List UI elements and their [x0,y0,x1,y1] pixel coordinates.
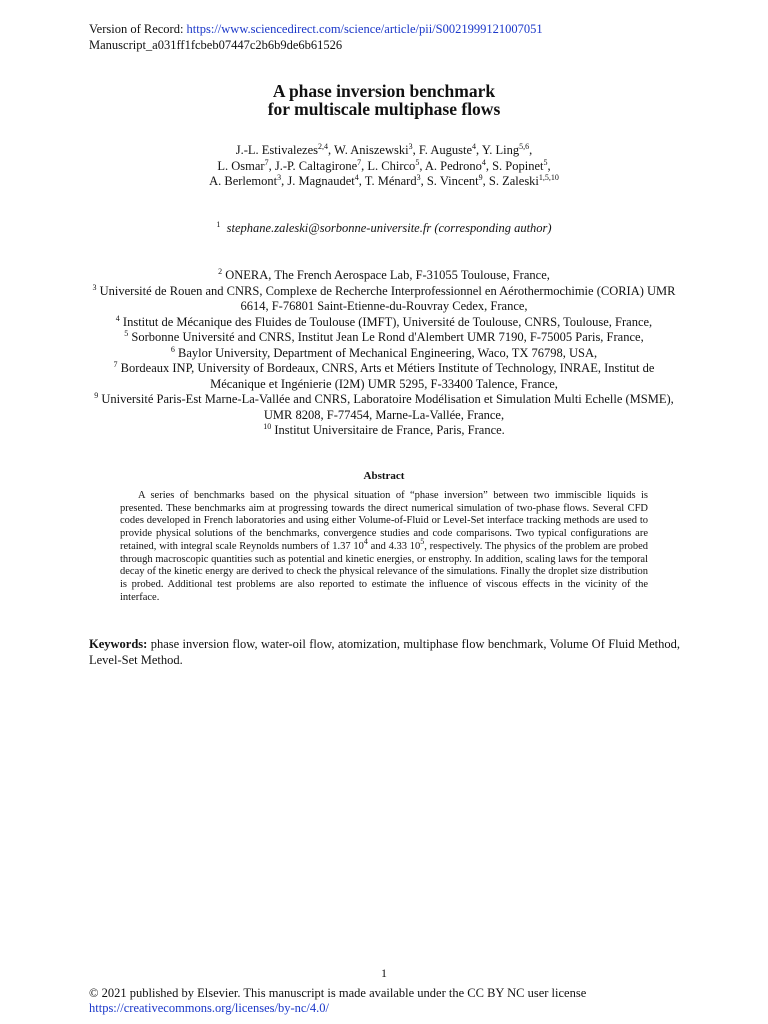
author-affiliation-sup: 7 [357,157,362,167]
keywords-text: phase inversion flow, water-oil flow, atomization, multiphase flow benchmark, Volume Of Fluid Method, Level-Set Method. [89,637,680,667]
keywords [89,636,680,668]
author-affiliation-sup: 7 [264,157,269,167]
license-link[interactable]: https://creativecommons.org/licenses/by-nc/4.0/ [89,1001,329,1015]
affiliation-text: Institut de Mécanique des Fluides de Toulouse (IMFT), Université de Toulouse, CNRS, Toulouse, France, [122,314,653,329]
abstract-exponent: 4 [363,536,368,546]
title-line-2: for multiscale multiphase flows [267,99,501,119]
corresponding-author [0,221,768,237]
affiliation-sup: 9 [94,391,99,400]
author-affiliation-sup: 3 [277,173,282,182]
page-number: 1 [381,966,387,980]
author-separator: , [281,174,288,188]
author-name: F. Auguste [418,143,473,157]
author-name: S. Popinet [492,158,544,173]
version-of-record-line [89,21,543,37]
affiliation-sup: 3 [92,282,97,292]
abstract-body [120,490,648,604]
author-line-1 [0,143,768,159]
author-name: A. Pedrono [424,158,482,173]
corresponding-email: stephane.zaleski@sorbonne-universite.fr [226,221,432,235]
author-line-3 [0,174,768,190]
affiliation-item [88,361,680,392]
author-separator: , [412,143,419,157]
header [89,21,543,53]
paper-title [0,82,768,118]
author-separator: , [419,158,425,173]
author-name: J. Magnaudet [287,174,355,188]
author-name: L. Chirco [367,158,416,173]
author-name: A. Berlemont [209,174,278,188]
affiliation-item [88,392,680,423]
author-separator: , [328,143,335,157]
author-name: J.-P. Caltagirone [274,158,358,173]
corresponding-sup: 1 [216,220,221,229]
author-affiliation-sup: 5 [415,157,420,167]
abstract-text: and 4.33 10 [367,540,421,552]
author-affiliation-sup: 4 [354,173,359,182]
affiliation-text: Université de Rouen and CNRS, Complexe de Recherche Interprofessionnel en Aérothermochimie (CORIA) UMR 6614, F-76801 Saint-Etienne-du-Rouvray Cedex, France, [99,283,676,313]
affiliation-sup: 4 [115,313,120,323]
abstract-exponent: 5 [420,536,425,546]
affiliation-text: Sorbonne Université and CNRS, Institut Jean Le Rond d'Alembert UMR 7190, F-75005 Paris, France, [131,330,644,344]
affiliation-sup: 10 [263,422,272,431]
affiliation-text: Université Paris-Est Marne-La-Vallée and CNRS, Laboratoire Modélisation et Simulation Multi Echelle (MSME), UMR 8208, F-77454, Marne-La-Vallée, France, [101,392,674,422]
keywords-label: Keywords: [89,637,148,651]
author-affiliation-sup: 9 [478,173,483,182]
author-affiliation-sup: 1,5,10 [538,173,559,182]
affiliation-text: Bordeaux INP, University of Bordeaux, CNRS, Arts et Métiers Institute of Technology, INRAE, Institut de Mécanique et Ingénierie (I2M) UMR 5295, F-33400 Talence, France, [120,361,655,391]
affiliation-text: ONERA, The French Aerospace Lab, F-31055 Toulouse, France, [225,268,550,282]
affiliation-item [88,268,680,284]
affiliation-list [88,268,680,439]
affiliation-sup: 7 [113,360,118,369]
affiliation-item [88,346,680,362]
author-separator: , [420,174,427,188]
version-prefix: Version of Record: [89,22,187,36]
affiliation-sup: 2 [218,267,223,276]
author-separator: , [482,174,489,188]
author-separator: , [361,158,368,173]
version-of-record-link[interactable]: https://www.sciencedirect.com/science/article/pii/S0021999121007051 [186,22,543,36]
author-separator: , [547,158,551,173]
author-affiliation-sup: 4 [481,157,486,167]
corresponding-note: (corresponding author) [434,221,552,235]
author-separator: , [529,143,533,157]
affiliation-item [88,423,680,439]
affiliation-item [88,315,680,331]
abstract-text: , respectively. The physics of the problem are probed through macroscopic quantities such as potential and kinetic energies, or enstrophy. In addition, scaling laws for the temporal decay of the kinetic energy are derived to check the physical relevance of the simulations. Finally the droplet size distribution is probed. Additional test problems are also reported to estimate the influence of viscous effects in the vicinity of the interface. [120,540,648,603]
affiliation-item [88,284,680,315]
author-name: S. Vincent [426,174,479,188]
author-separator: , [358,174,365,188]
author-affiliation-sup: 4 [472,142,477,151]
author-name: S. Zaleski [488,174,539,188]
author-affiliation-sup: 5,6 [519,142,530,151]
affiliation-item [88,330,680,346]
abstract-text: A series of benchmarks based on the physical situation of “phase inversion” between two immiscible liquids is presented. These benchmarks aim at progressing towards the direct numerical simulation of two-phase flows. Several CFD codes developed in French laboratories and using either Volume-of-Fluid or Level-Set interface tracking methods are used to provide physical solutions of the benchmarks, convergence studies and code comparisons. Two typical configurations are retained, with integral scale Reynolds numbers of 1.37 10 [120,490,648,552]
title-line-1: A phase inversion benchmark [272,81,496,101]
author-name: J.-L. Estivalezes [235,143,319,157]
author-name: T. Ménard [364,174,417,188]
author-line-2 [0,159,768,175]
author-name: L. Osmar [217,158,265,173]
footer [89,986,586,1016]
license-text: © 2021 published by Elsevier. This manuscript is made available under the CC BY NC user license [89,986,587,1000]
affiliation-sup: 6 [170,344,175,354]
author-list [0,143,768,190]
affiliation-text: Baylor University, Department of Mechanical Engineering, Waco, TX 76798, USA, [177,345,598,360]
abstract-heading: Abstract [363,470,405,482]
author-affiliation-sup: 2,4 [318,142,329,151]
affiliation-text: Institut Universitaire de France, Paris, France. [274,423,505,437]
author-separator: , [268,158,275,173]
author-separator: , [476,143,482,157]
author-affiliation-sup: 3 [408,142,413,151]
author-affiliation-sup: 3 [416,173,421,182]
author-name: Y. Ling [481,143,520,157]
author-name: W. Aniszewski [334,143,409,157]
author-separator: , [485,158,493,173]
manuscript-id: Manuscript_a031ff1fcbeb07447c2b6b9de6b61526 [89,38,343,52]
affiliation-sup: 5 [124,329,129,338]
author-affiliation-sup: 5 [543,157,548,167]
